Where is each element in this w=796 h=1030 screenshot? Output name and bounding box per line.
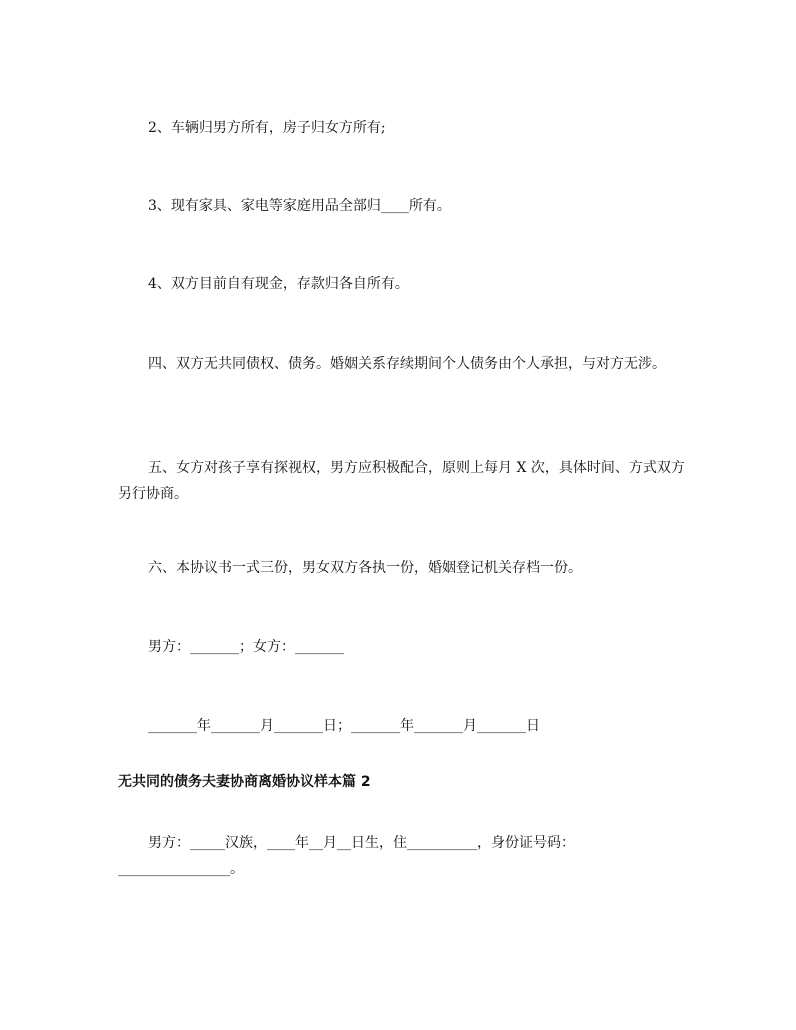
male-info-line: 男方：_____汉族，____年__月__日生，住__________，身份证号码： [148, 835, 575, 851]
clause-visitation: 五、女方对孩子享有探视权，男方应积极配合，原则上每月 X 次，具体时间、方式双方另行协商。 [118, 460, 685, 502]
section-heading: 无共同的债务夫妻协商离婚协议样本篇 2 [118, 774, 371, 790]
id-number-line: ________________。 [118, 861, 244, 877]
clause-debts: 四、双方无共同债权、债务。婚姻关系存续期间个人债务由个人承担，与对方无涉。 [148, 356, 666, 372]
date-line: _______年_______月_______日；_______年_______月_______日 [148, 718, 540, 734]
clause-item-4: 4、双方目前自有现金，存款归各自所有。 [148, 276, 409, 292]
clause-item-2: 2、车辆归男方所有，房子归女方所有; [148, 120, 386, 136]
clause-item-3: 3、现有家具、家电等家庭用品全部归____所有。 [148, 198, 451, 214]
clause-copies: 六、本协议书一式三份，男女双方各执一份，婚姻登记机关存档一份。 [148, 560, 582, 576]
signature-line: 男方：_______；女方：_______ [148, 639, 344, 655]
